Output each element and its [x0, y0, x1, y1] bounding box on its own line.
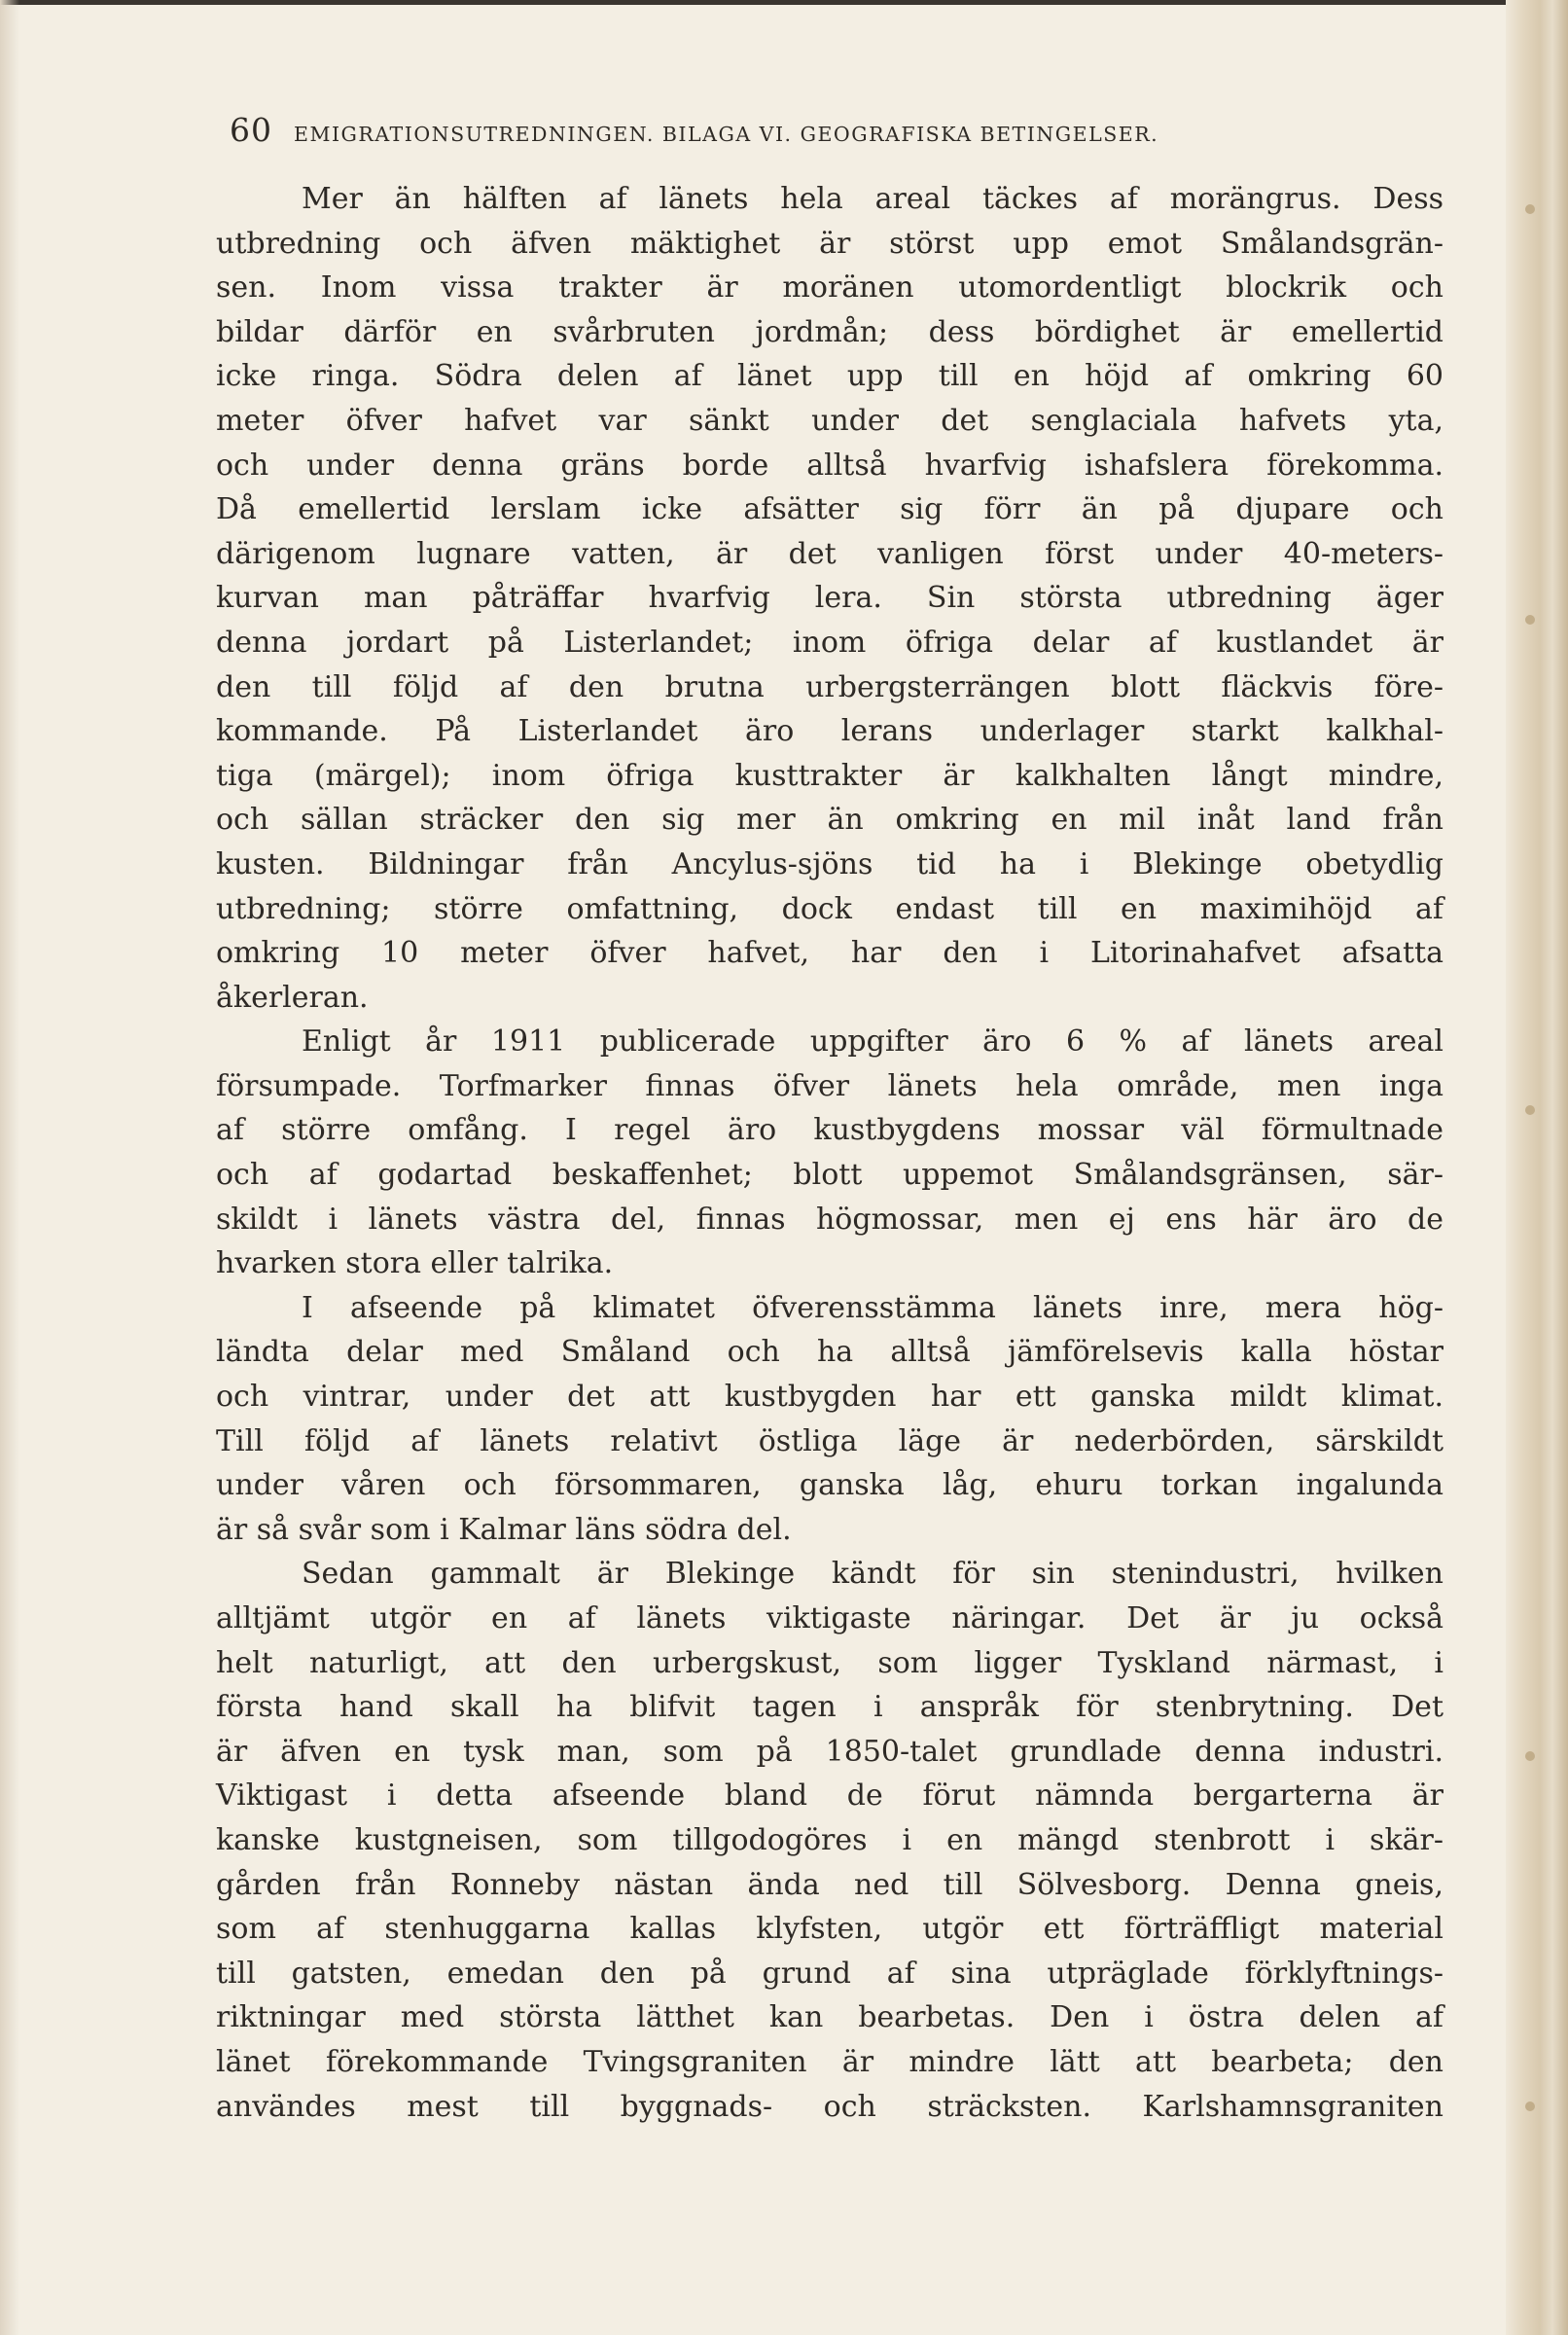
paragraph — [216, 177, 1443, 1020]
spine-speck — [1525, 2102, 1535, 2111]
text-line: åkerleran. — [216, 980, 369, 1015]
text-line: kanske kustgneisen, som tillgodogöres i en mängd stenbrott i skär- — [216, 1822, 1443, 1857]
text-line: användes mest till byggnads- och sträcksten. Karlshamnsgraniten — [216, 2089, 1443, 2124]
text-line: försumpade. Torfmarker finnas öfver länets hela område, men inga — [216, 1068, 1443, 1103]
text-line: länet förekommande Tvingsgraniten är mindre lätt att bearbeta; den — [216, 2044, 1443, 2079]
spine-speck — [1525, 1751, 1535, 1761]
text-line: är så svår som i Kalmar läns södra del. — [216, 1512, 792, 1547]
text-line: ländta delar med Småland och ha alltså jämförelsevis kalla höstar — [216, 1335, 1443, 1370]
text-line: af större omfång. I regel äro kustbygdens mossar väl förmultnade — [216, 1113, 1443, 1148]
text-line: till gatsten, emedan den på grund af sina utpräglade förklyftnings- — [216, 1956, 1443, 1991]
text-line: utbredning och äfven mäktighet är störst upp emot Smålandsgrän- — [216, 226, 1443, 261]
text-line: är äfven en tysk man, som på 1850-talet grundlade denna industri. — [216, 1734, 1443, 1769]
text-line: Enligt år 1911 publicerade uppgifter äro 6 % af länets areal — [302, 1024, 1443, 1060]
text-line: och sällan sträcker den sig mer än omkring en mil inåt land från — [216, 803, 1443, 838]
page-number: 60 — [230, 111, 272, 149]
paragraph — [216, 1552, 1443, 2129]
text-line: omkring 10 meter öfver hafvet, har den i Litorinahafvet afsatta — [216, 936, 1443, 971]
text-line: därigenom lugnare vatten, är det vanligen först under 40-meters- — [216, 536, 1443, 571]
text-line: utbredning; större omfattning, dock endast till en maximihöjd af — [216, 891, 1443, 926]
text-line: som af stenhuggarna kallas klyfsten, utgör ett förträffligt material — [216, 1912, 1443, 1947]
text-line: sen. Inom vissa trakter är moränen utomordentligt blockrik och — [216, 270, 1443, 305]
text-line: den till följd af den brutna urbergsterrängen blott fläckvis före- — [216, 669, 1443, 704]
text-line: Till följd af länets relativt östliga läge är nederbörden, särskildt — [216, 1423, 1443, 1458]
text-line: alltjämt utgör en af länets viktigaste näringar. Det är ju också — [216, 1601, 1443, 1635]
text-line: Mer än hälften af länets hela areal täckes af morängrus. Dess — [302, 182, 1443, 216]
text-line: kurvan man påträffar hvarfvig lera. Sin största utbredning äger — [216, 581, 1443, 616]
text-line: icke ringa. Södra delen af länet upp till en höjd af omkring 60 — [216, 359, 1443, 394]
text-line: riktningar med största lätthet kan bearbetas. Den i östra delen af — [216, 2000, 1443, 2035]
spine-speck — [1525, 204, 1535, 214]
left-page-shadow — [0, 0, 19, 2335]
text-line: kusten. Bildningar från Ancylus-sjöns tid ha i Blekinge obetydlig — [216, 846, 1443, 881]
running-header — [230, 111, 1442, 149]
text-line: och af godartad beskaffenhet; blott uppemot Smålandsgränsen, sär- — [216, 1158, 1443, 1193]
text-line: Viktigast i detta afseende bland de förut nämnda bergarterna är — [216, 1778, 1443, 1814]
text-line: och under denna gräns borde alltså hvarfvig ishafslera förekomma. — [216, 448, 1443, 483]
text-line: denna jordart på Listerlandet; inom öfriga delar af kustlandet är — [216, 625, 1443, 660]
book-binding-edge — [1506, 0, 1568, 2335]
text-line: Sedan gammalt är Blekinge kändt för sin stenindustri, hvilken — [302, 1557, 1443, 1592]
text-line: helt naturligt, att den urbergskust, som ligger Tyskland närmast, i — [216, 1645, 1443, 1680]
text-line: under våren och försommaren, ganska låg, ehuru torkan ingalunda — [216, 1468, 1443, 1503]
text-line: och vintrar, under det att kustbygden har ett ganska mildt klimat. — [216, 1380, 1443, 1415]
text-line: meter öfver hafvet var sänkt under det senglaciala hafvets yta, — [216, 403, 1443, 438]
text-line: skildt i länets västra del, finnas högmossar, men ej ens här äro de — [216, 1202, 1443, 1237]
running-head-title: EMIGRATIONSUTREDNINGEN. BILAGA VI. GEOGRAFISKA BETINGELSER. — [294, 123, 1159, 146]
paragraph — [216, 1020, 1443, 1286]
text-line: kommande. På Listerlandet äro lerans underlager starkt kalkhal- — [216, 714, 1443, 749]
spine-speck — [1525, 615, 1535, 625]
paragraph — [216, 1286, 1443, 1553]
top-edge-rule — [0, 0, 1517, 5]
text-line: tiga (märgel); inom öfriga kusttrakter är kalkhalten långt mindre, — [216, 758, 1443, 793]
text-line: I afseende på klimatet öfverensstämma länets inre, mera hög- — [302, 1290, 1443, 1325]
text-line: bildar därför en svårbruten jordmån; dess bördighet är emellertid — [216, 314, 1443, 349]
body-text — [216, 177, 1443, 2129]
text-line: Då emellertid lerslam icke afsätter sig förr än på djupare och — [216, 492, 1443, 527]
text-line: hvarken stora eller talrika. — [216, 1246, 614, 1281]
text-line: första hand skall ha blifvit tagen i anspråk för stenbrytning. Det — [216, 1690, 1443, 1725]
spine-speck — [1525, 1105, 1535, 1115]
text-line: gården från Ronneby nästan ända ned till Sölvesborg. Denna gneis, — [216, 1867, 1443, 1902]
